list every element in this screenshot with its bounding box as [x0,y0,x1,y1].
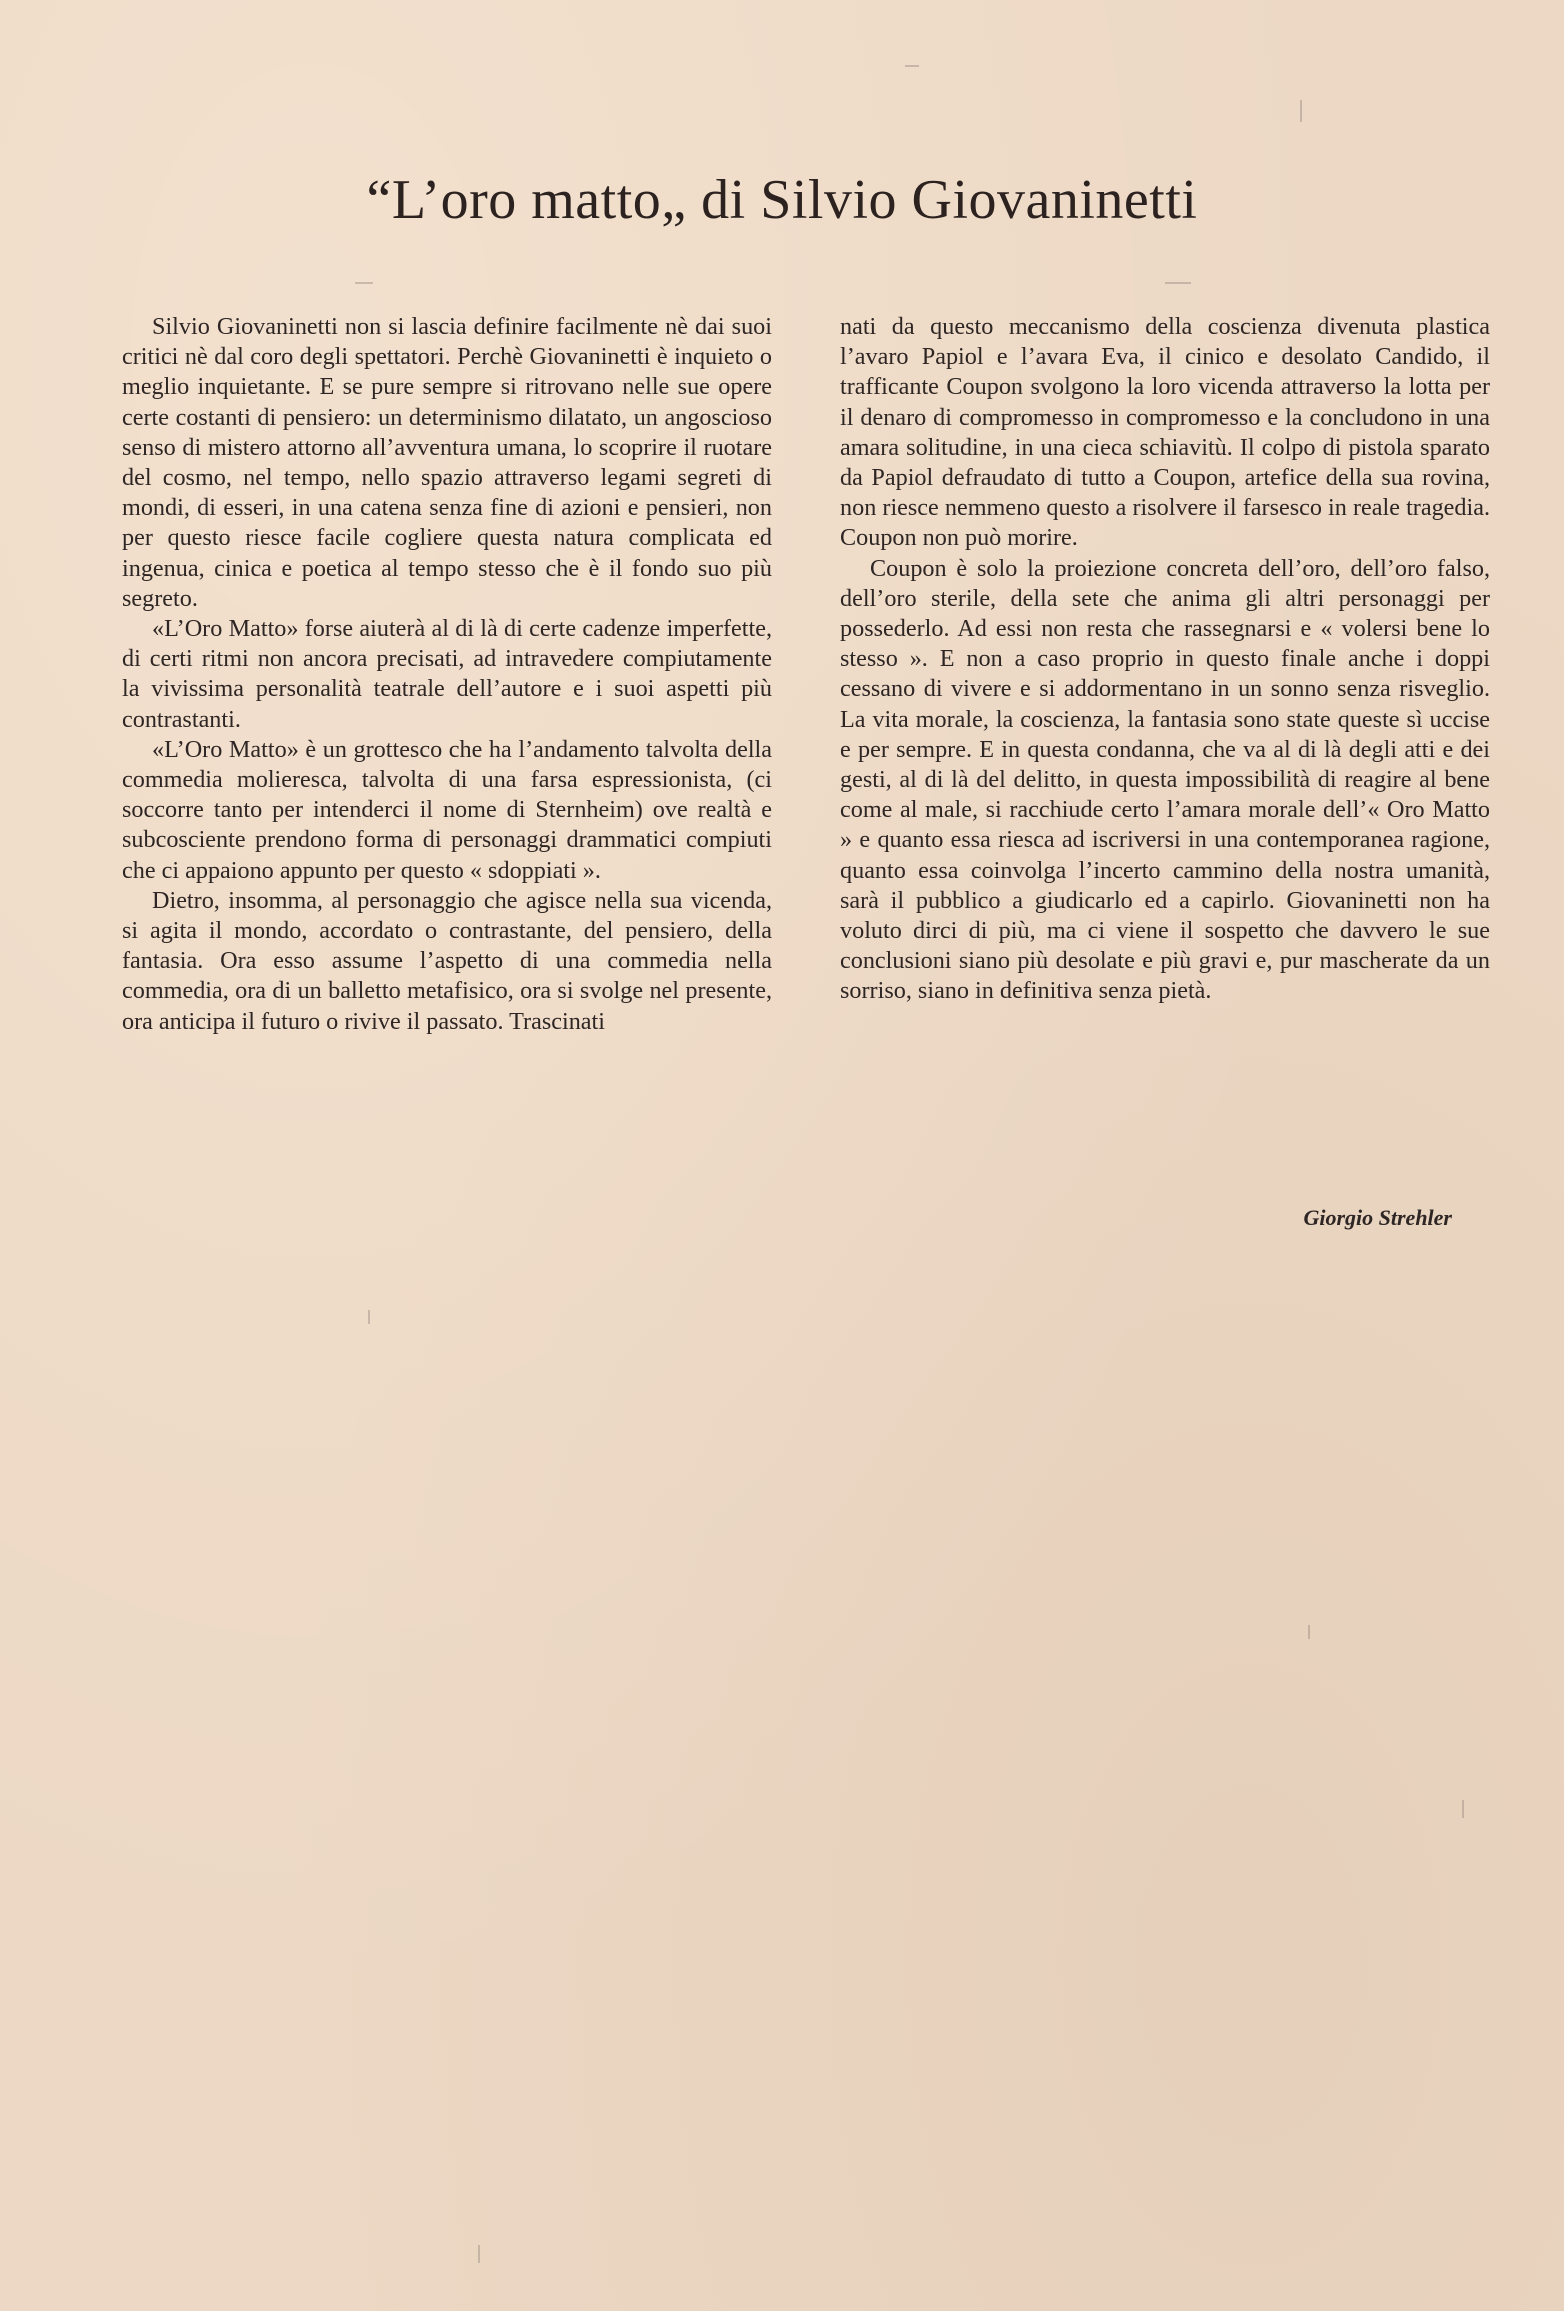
right-column [840,312,1490,1007]
left-column [122,312,772,1037]
paper-speck [1462,1800,1464,1818]
paragraph: Dietro, insomma, al personaggio che agisce nella sua vicenda, si agita il mondo, accordato o contrastante, del pensiero, della fantasia. Ora esso assume l’aspetto di una commedia nella commedia, ora di un balletto metafisico, ora si svolge nel presente, ora anticipa il futuro o rivive il passato. Trascinati [122,886,772,1035]
paragraph: Coupon è solo la proiezione concreta dell’oro, dell’oro falso, dell’oro sterile, della sete che anima gli altri personaggi per possederlo. Ad essi non resta che rassegnarsi e « volersi bene lo stesso ». E non a caso proprio in questo finale anche i doppi cessano di vivere e si addormentano in un sonno senza risveglio. La vita morale, la coscienza, la fantasia sono state queste sì uccise e per sempre. E in questa condanna, che va al di là degli atti e dei gesti, al di là del delitto, in questa impossibilità di reagire al bene come al male, si racchiude certo l’amara morale dell’« Oro Matto » e quanto essa riesca ad iscriversi in una contemporanea ragione, quanto essa coinvolga l’incerto cammino della nostra umanità, sarà il pubblico a giudicarlo ed a capirlo. Giovaninetti non ha voluto dirci di più, ma ci viene il sospetto che davvero le sue conclusioni siano più desolate e più gravi e, pur mascherate da un sorriso, siano in definitiva senza pietà. [840,554,1490,1005]
paper-speck [1165,282,1191,284]
article-title: “L’oro matto„ di Silvio Giovaninetti [366,169,1198,231]
paper-speck [905,65,919,67]
paragraph: nati da questo meccanismo della coscienza divenuta plastica l’avaro Papiol e l’avara Eva, il cinico e desolato Candido, il trafficante Coupon svolgono la loro vicenda attraverso la lotta per il denaro di compromesso in compromesso e la concludono in una amara solitudine, in una cieca schiavitù. Il colpo di pistola sparato da Papiol defraudato di tutto a Coupon, artefice della sua rovina, non riesce nemmeno questo a risolvere il farsesco in reale tragedia. Coupon non può morire. [840,313,1490,552]
paragraph: «L’Oro Matto» forse aiuterà al di là di certe cadenze imperfette, di certi ritmi non ancora precisati, ad intravedere compiutamente la vivissima personalità teatrale dell’autore e i suoi aspetti più contrastanti. [122,615,772,733]
paragraph: «L’Oro Matto» è un grottesco che ha l’andamento talvolta della commedia molieresca, talvolta di una farsa espressionista, (ci soccorre tanto per intenderci il nome di Sternheim) ove realtà e subcosciente prendono forma di personaggi drammatici compiuti che ci appaiono appunto per questo « sdoppiati ». [122,735,772,884]
paper-speck [1300,100,1302,122]
paper-speck [368,1310,370,1324]
article-body [122,312,1502,1272]
paper-speck [478,2245,480,2263]
paragraph: Silvio Giovaninetti non si lascia definire facilmente nè dai suoi critici nè dal coro degli spettatori. Perchè Giovaninetti è inquieto o meglio inquietante. E se pure sempre si ritrovano nelle sue opere certe costanti di pensiero: un determinismo dilatato, un angoscioso senso di mistero attorno all’avventura umana, lo scoprire il ruotare del cosmo, nel tempo, nello spazio attraverso legami segreti di mondi, di esseri, in una catena senza fine di azioni e pensieri, non per questo riesce facile cogliere questa natura complicata ed ingenua, cinica e poetica al tempo stesso che è il fondo suo più segreto. [122,313,772,612]
paper-speck [1308,1625,1310,1639]
author-signature: Giorgio Strehler [1303,1205,1452,1230]
paper-speck [355,282,373,284]
